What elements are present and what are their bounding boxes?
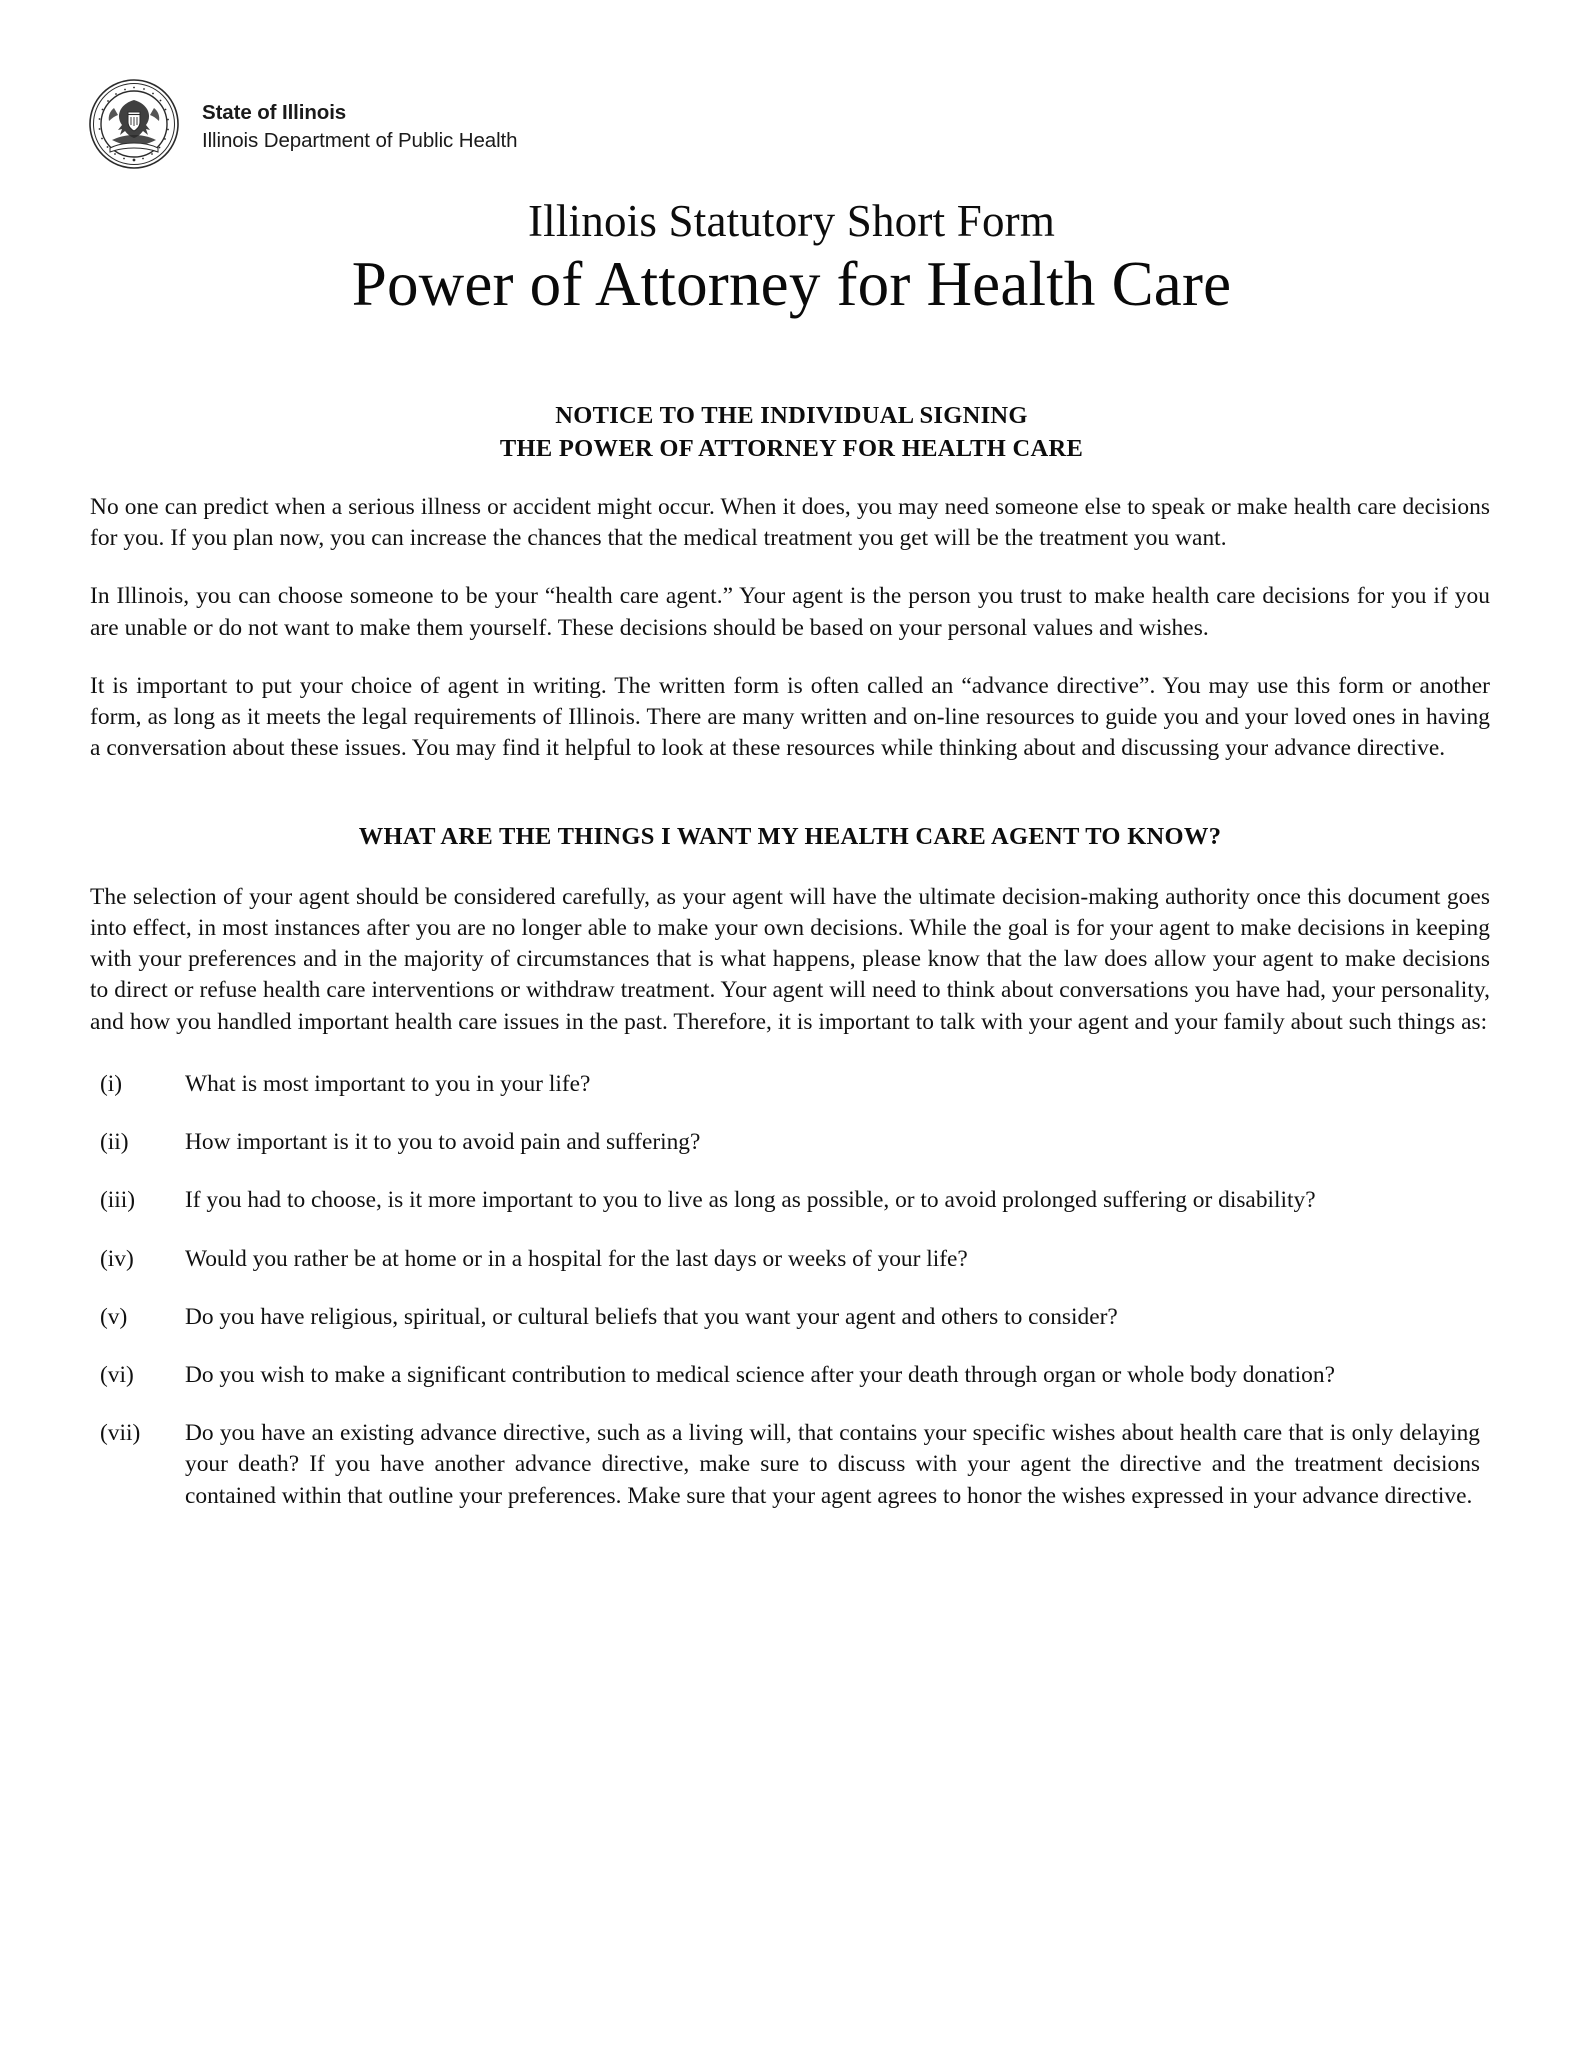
masthead-text: [202, 94, 517, 154]
state-name: State of Illinois: [202, 101, 347, 125]
list-item-text: Do you have an existing advance directive, such as a living will, that contains your specific wishes about health care that is only delaying your death? If you have another advance directive, make sure to discuss with your agent the directive and the treatment decisions contained within that outline your preferences. Make sure that your agent agrees to honor the wishes expressed in your advance directive.: [185, 1420, 1480, 1509]
list-item-marker: (i): [100, 1070, 123, 1097]
list-item-text: Would you rather be at home or in a hospital for the last days or weeks of your life?: [185, 1245, 968, 1272]
title-block: [0, 198, 1583, 318]
masthead: [88, 78, 517, 170]
intro-paragraph: It is important to put your choice of agent in writing. The written form is often called an “advance directive”. You may use this form or another form, as long as it meets the legal requirements of Illinois. There are many written and on-line resources to guide you and your loved ones in having a conversation about these issues. You may find it helpful to look at these resources while thinking about and discussing your advance directive.: [90, 672, 1490, 762]
list-item-marker: (ii): [100, 1129, 129, 1156]
list-item: [90, 1418, 1490, 1512]
notice-heading: [0, 400, 1583, 465]
form-subtitle: Illinois Statutory Short Form: [527, 196, 1056, 246]
list-item-text: If you had to choose, is it more important to you to live as long as possible, or to avoid prolonged suffering or disability?: [185, 1187, 1316, 1214]
notice-heading-line-2: THE POWER OF ATTORNEY FOR HEALTH CARE: [499, 434, 1084, 462]
section-heading: WHAT ARE THE THINGS I WANT MY HEALTH CARE AGENT TO KNOW?: [358, 822, 1222, 850]
list-item-marker: (vi): [100, 1361, 134, 1388]
section-paragraph: The selection of your agent should be considered carefully, as your agent will have the ultimate decision-making authority once this document goes into effect, in most instances after you are no longer able to make your own decisions. While the goal is for your agent to make decisions in keeping with your preferences and in the majority of circumstances that is what happens, please know that the law does allow your agent to make decisions to direct or refuse health care interventions or withdraw treatment. Your agent will need to think about conversations you have had, your personality, and how you handled important health care issues in the past. Therefore, it is important to talk with your agent and your family about such things as:: [90, 883, 1490, 1035]
list-item-marker: (vii): [100, 1420, 141, 1447]
illinois-state-seal-icon: [88, 78, 180, 170]
list-item: [90, 1127, 1490, 1158]
questions-list: [90, 1069, 1490, 1512]
list-item-text: Do you wish to make a significant contribution to medical science after your death through organ or whole body donation?: [185, 1361, 1335, 1388]
list-item-text: Do you have religious, spiritual, or cultural beliefs that you want your agent and others to consider?: [185, 1303, 1118, 1330]
list-item: [90, 1360, 1490, 1391]
list-item-text: How important is it to you to avoid pain and suffering?: [185, 1129, 701, 1156]
form-title: Power of Attorney for Health Care: [351, 248, 1232, 319]
list-item-text: What is most important to you in your life?: [185, 1070, 591, 1097]
intro-paragraph: No one can predict when a serious illness or accident might occur. When it does, you may need someone else to speak or make health care decisions for you. If you plan now, you can increase the chances that the medical treatment you get will be the treatment you want.: [90, 494, 1490, 552]
intro-paragraph: In Illinois, you can choose someone to be your “health care agent.” Your agent is the person you trust to make health care decisions for you if you are unable or do not want to make them yourself. These decisions should be based on your personal values and wishes.: [90, 583, 1490, 641]
list-item: [90, 1069, 1490, 1100]
department-name: Illinois Department of Public Health: [202, 129, 518, 152]
list-item-marker: (iv): [100, 1245, 134, 1272]
list-item: [90, 1244, 1490, 1275]
document-body: [90, 492, 1490, 1512]
list-item: [90, 1185, 1490, 1216]
list-item: [90, 1302, 1490, 1333]
list-item-marker: (v): [100, 1303, 128, 1330]
list-item-marker: (iii): [100, 1187, 136, 1214]
notice-heading-line-1: NOTICE TO THE INDIVIDUAL SIGNING: [555, 402, 1028, 429]
